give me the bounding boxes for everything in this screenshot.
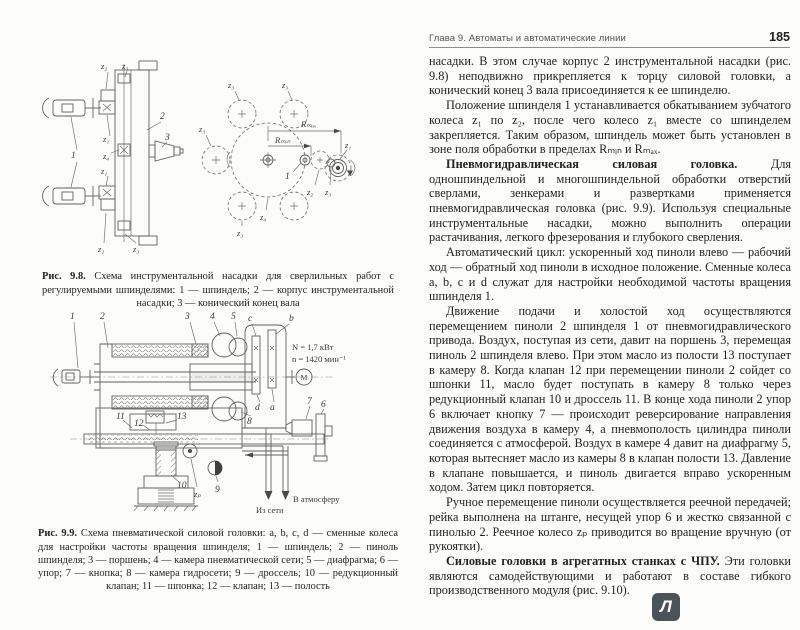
fig98-label-1-gear: 1 [285,172,290,182]
paragraph [429,54,791,98]
paragraph-text: Ручное перемещение пиноли осуществляется реечной передачей; рейка выполнена на штанге, несущей упор 6 и жестко связанной с пинолью 2. Реечное колесо zₚ приводится во вращение вручную (от рукоятки). [429,495,791,554]
paragraph [429,245,791,304]
fig99-head-assembly [50,312,346,515]
paragraph-lead: Силовые головки в агрегатных станках с ЧПУ. [446,553,720,568]
fig98-label-z1-bottom: z₁ [101,166,108,176]
fig98-label-rmax: Rₘₐₓ [301,119,317,129]
page-number: 185 [769,30,790,44]
fig98-label-z3-tl: z₃ [228,80,235,90]
fig99-label-1: 1 [70,312,75,322]
fig98-label-z2-gear: z₂ [307,187,314,197]
fig98-label-z3-top: z₃ [122,61,129,71]
labirint-logo [652,593,680,621]
paragraph [429,554,791,598]
fig99-label-7: 7 [307,397,312,407]
fig98-label-z1-mid: z₁ [103,134,110,144]
paragraph [429,157,791,245]
fig99-label-6: 6 [321,400,326,410]
fig98-left-assembly [43,61,183,254]
fig98-label-z4: z₄ [260,212,267,222]
fig99-power-label: N = 1,7 кВт [292,342,334,352]
figure-9-8-caption-text: Схема инструментальной насадки для сверлильных работ с регулируемыми шпинделями: 1 — шпиндель; 2 — корпус инструментальной насадки; 3 — конический конец вала [42,271,394,309]
paragraph [429,304,791,495]
figure-9-8-drawing [35,46,400,258]
fig99-label-zp: zₚ [194,489,201,499]
paragraph-text: Автоматический цикл: ускоренный ход пиноли влево — рабочий ход — обратный ход пиноли в исходное положение. Сменные колеса a, b, c и d служат для настройки необходимой частоты вращения шпинделя 1. [429,245,791,304]
fig98-gear-field [198,80,355,238]
fig99-label-3: 3 [185,312,190,322]
fig98-label-z3-bottom: z₃ [133,244,140,254]
fig98-label-z3-left: z₃ [199,124,206,134]
chapter-title: Глава 9. Автоматы и автоматические линии [429,33,626,44]
figure-9-9-drawing [30,308,405,515]
figure-9-9-caption [38,527,398,593]
fig99-speed-label: n = 1420 мин⁻¹ [292,354,346,364]
fig98-label-z3-tr: z₃ [282,80,289,90]
fig98-label-z2-bottom: z₂ [98,244,105,254]
fig99-label-13: 13 [177,412,187,422]
fig98-label-z3-gear: z₃ [325,187,332,197]
body-text-column [429,54,791,598]
fig99-label-11: 11 [116,412,125,422]
fig98-label-z1-gear: z₁ [345,140,352,150]
fig99-label-5: 5 [231,312,236,322]
fig99-label-4: 4 [210,312,215,322]
fig99-label-d: d [255,403,260,413]
figure-9-8-caption-label: Рис. 9.8. [42,271,86,283]
paragraph-text: насадки. В этом случае корпус 2 инструментальной насадки (рис. 9.8) неподвижно прикрепляется к торцу силовой головки, а конический конец 3 вала присоединяется к ее шпинделю. [429,54,791,98]
figure-9-9-caption-text: Схема пневматической силовой головки: a, b, c, d — сменные колеса для настройки частоты вращения шпинделя; 1 — шпиндель; 2 — пиноль шпинделя; 3 — поршень; 4 — камера пневматической сети; 5 — диафрагма; 6 — упор; 7 — кнопка; 8 — камера гидросети; 9 — дроссель; 10 — редукционный клапан; 11 — шпонка; 12 — клапан; 13 — полость [38,528,398,593]
fig99-label-10: 10 [177,481,187,491]
fig98-label-z4-mid: z₄ [103,151,110,161]
fig99-to-atmosphere-label: В атмосферу [293,494,340,504]
fig98-label-z2-top: z₂ [101,61,108,71]
fig99-from-network-label: Из сети [256,505,284,515]
paragraph-lead: Пневмогидравлическая силовая головка. [446,156,738,171]
fig99-motor-label: М [300,373,308,382]
figure-9-8-caption [42,270,394,310]
paragraph-text: Для одношпиндельной и многошпиндельной обработки отверстий сверлами, зенкерами и развертками применяется пневмогидравлическая головка (рис. 9.9). Используя специальные инструментальные насадки, можно выполнить операции растачивания, легкого фрезерования и глубокого сверления. [429,156,791,245]
fig99-label-b: b [289,314,294,324]
fig99-label-c: c [248,314,253,324]
labirint-logo-letter: Л [660,597,672,616]
paragraph-text: Положение шпинделя 1 устанавливается обкатыванием зубчатого колеса z₁ по z₂, после чего колесо z₁ вместе со шпинделем закрепляется. Таким образом, шпиндель может быть установлен в зоне поля обработки в пределах Rₘᵢₙ и Rₘₐₓ. [429,98,791,157]
figure-9-9-caption-label: Рис. 9.9. [38,528,78,540]
fig98-label-1: 1 [71,151,76,161]
paragraph [429,98,791,157]
paragraph [429,495,791,554]
fig98-label-rmin: Rₘᵢₙ [275,135,291,145]
fig98-label-z3-bl: z₃ [237,228,244,238]
fig99-label-a: a [270,403,275,413]
paragraph-text: Движение подачи и холостой ход осуществляются перемещением пиноли 2 шпинделя 1 от пневмогидравлического привода. Воздух, поступая из сети, давит на поршень 3, перемещая пиноль 2 шпинделя влево. При этом масло из полости 13 поступает в камеру 8. Когда клапан 12 при перемещении пиноли 2 сойдет со шпонки 11, масло будет поступать в камеру 8 только через редукционный клапан 10 и дроссель 11. В конце хода пиноли 2 упор 6 включает кнопку 7 — происходит реверсирование направления движения воздуха в камеру 4, а пневмополость цилиндра пиноли соединяется с атмосферой. Воздух в камере 4 давит на диафрагму 5, которая вытесняет масло из камеры 8 в клапан полости 13. Давление в клапане повышается, и пиноль двигается вправо ускоренным ходом. Затем цикл повторяется. [429,303,791,495]
fig99-label-2: 2 [100,312,105,322]
fig98-label-3: 3 [165,133,170,143]
fig99-label-12: 12 [134,419,144,429]
fig99-label-8: 8 [247,417,252,427]
fig98-label-2: 2 [160,112,165,122]
paragraph-text: Эти головки являются самодействующими и работают в составе гибкого производственного модуля (рис. 9.10). [429,553,791,598]
running-head [429,30,790,48]
fig99-label-9: 9 [215,485,220,495]
